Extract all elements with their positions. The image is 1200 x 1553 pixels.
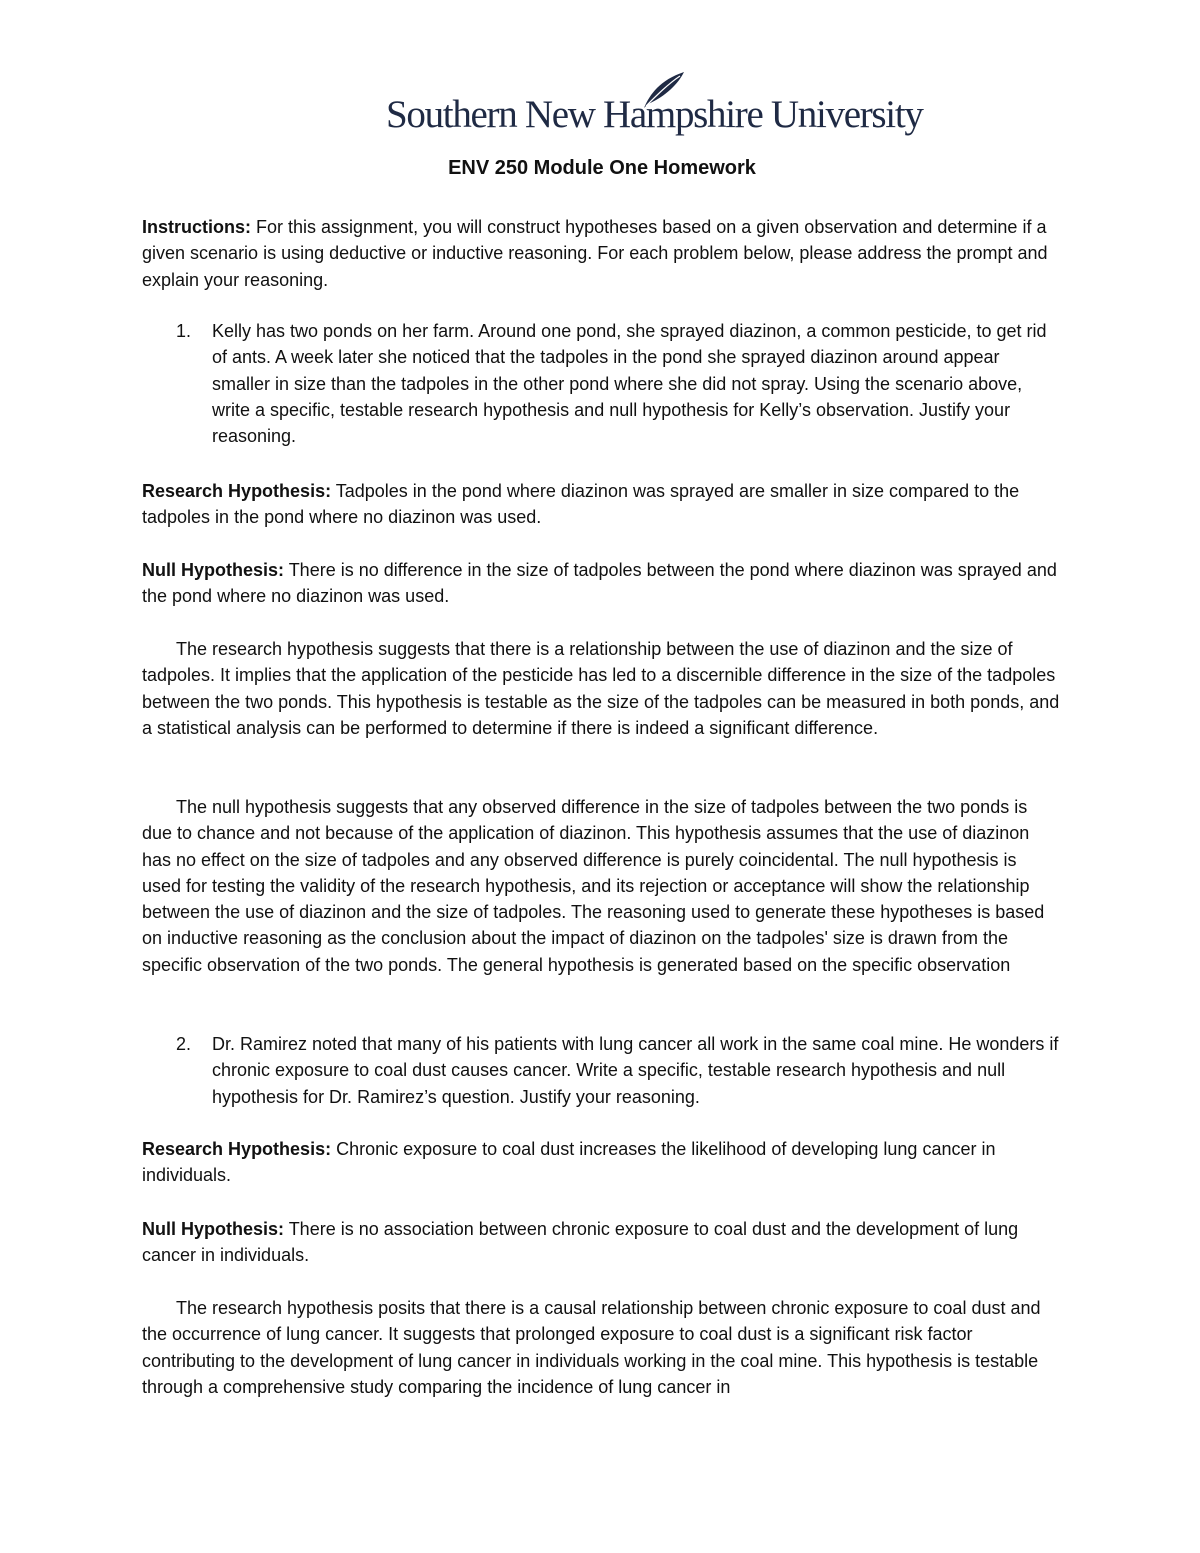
null-hypothesis-2	[142, 1216, 1060, 1269]
research-hypothesis-1	[142, 478, 1060, 531]
problem-prompt: Dr. Ramirez noted that many of his patients with lung cancer all work in the same coal mine. He wonders if chronic exposure to coal dust causes cancer. Write a specific, testable research hypothesis and null hypothesis for Dr. Ramirez’s question. Justify your reasoning.	[212, 1034, 1059, 1107]
instructions-text: For this assignment, you will construct hypotheses based on a given observation and determine if a given scenario is using deductive or inductive reasoning. For each problem below, please address the prompt and explain your reasoning.	[142, 217, 1048, 290]
problem-prompt: Kelly has two ponds on her farm. Around one pond, she sprayed diazinon, a common pesticide, to get rid of ants. A week later she noticed that the tadpoles in the pond she sprayed diazinon around appear smaller in size than the tadpoles in the other pond where she did not spray. Using the scenario above, write a specific, testable research hypothesis and null hypothesis for Kelly’s observation. Justify your reasoning.	[212, 321, 1047, 447]
problem-number: 2.	[176, 1034, 192, 1054]
problem-1	[176, 318, 1060, 449]
page-title: ENV 250 Module One Homework	[448, 157, 756, 179]
problem-2	[176, 1031, 1060, 1110]
research-hypothesis-text: Chronic exposure to coal dust increases the likelihood of developing lung cancer in individuals.	[142, 1139, 996, 1186]
problem-number: 1.	[176, 321, 192, 341]
research-hypothesis-2	[142, 1136, 1060, 1189]
university-logo	[386, 68, 923, 138]
instructions-paragraph	[142, 214, 1060, 293]
research-hypothesis-label: Research Hypothesis:	[142, 481, 332, 501]
explanation-paragraph-1: The research hypothesis suggests that there is a relationship between the use of diazinon and the size of tadpoles. It implies that the application of the pesticide has led to a discernible difference in the size of the tadpoles between the two ponds. This hypothesis is testable as the size of the tadpoles can be measured in both ponds, and a statistical analysis can be performed to determine if there is indeed a significant difference.	[142, 639, 1060, 738]
null-hypothesis-text: There is no difference in the size of tadpoles between the pond where diazinon was sprayed and the pond where no diazinon was used.	[142, 560, 1057, 607]
explanation-paragraph-2: The null hypothesis suggests that any observed difference in the size of tadpoles between the two ponds is due to chance and not because of the application of diazinon. This hypothesis assumes that the use of diazinon has no effect on the size of tadpoles and any observed difference is purely coincidental. The null hypothesis is used for testing the validity of the research hypothesis, and its rejection or acceptance will show the relationship between the use of diazinon and the size of tadpoles. The reasoning used to generate these hypotheses is based on inductive reasoning as the conclusion about the impact of diazinon on the tadpoles' size is drawn from the specific observation of the two ponds. The general hypothesis is generated based on the specific observation	[142, 797, 1045, 975]
null-hypothesis-text: There is no association between chronic exposure to coal dust and the development of lung cancer in individuals.	[142, 1219, 1019, 1266]
null-hypothesis-label: Null Hypothesis:	[142, 560, 285, 580]
null-hypothesis-1	[142, 557, 1060, 610]
research-hypothesis-text: Tadpoles in the pond where diazinon was sprayed are smaller in size compared to the tadpoles in the pond where no diazinon was used.	[142, 481, 1020, 528]
instructions-label: Instructions:	[142, 217, 252, 237]
logo-wordmark: Southern New Hampshire University	[386, 93, 923, 136]
research-hypothesis-label: Research Hypothesis:	[142, 1139, 332, 1159]
null-hypothesis-label: Null Hypothesis:	[142, 1219, 285, 1239]
explanation-paragraph-3: The research hypothesis posits that there is a causal relationship between chronic exposure to coal dust and the occurrence of lung cancer. It suggests that prolonged exposure to coal dust is a significant risk factor contributing to the development of lung cancer in individuals working in the coal mine. This hypothesis is testable through a comprehensive study comparing the incidence of lung cancer in	[142, 1298, 1041, 1397]
